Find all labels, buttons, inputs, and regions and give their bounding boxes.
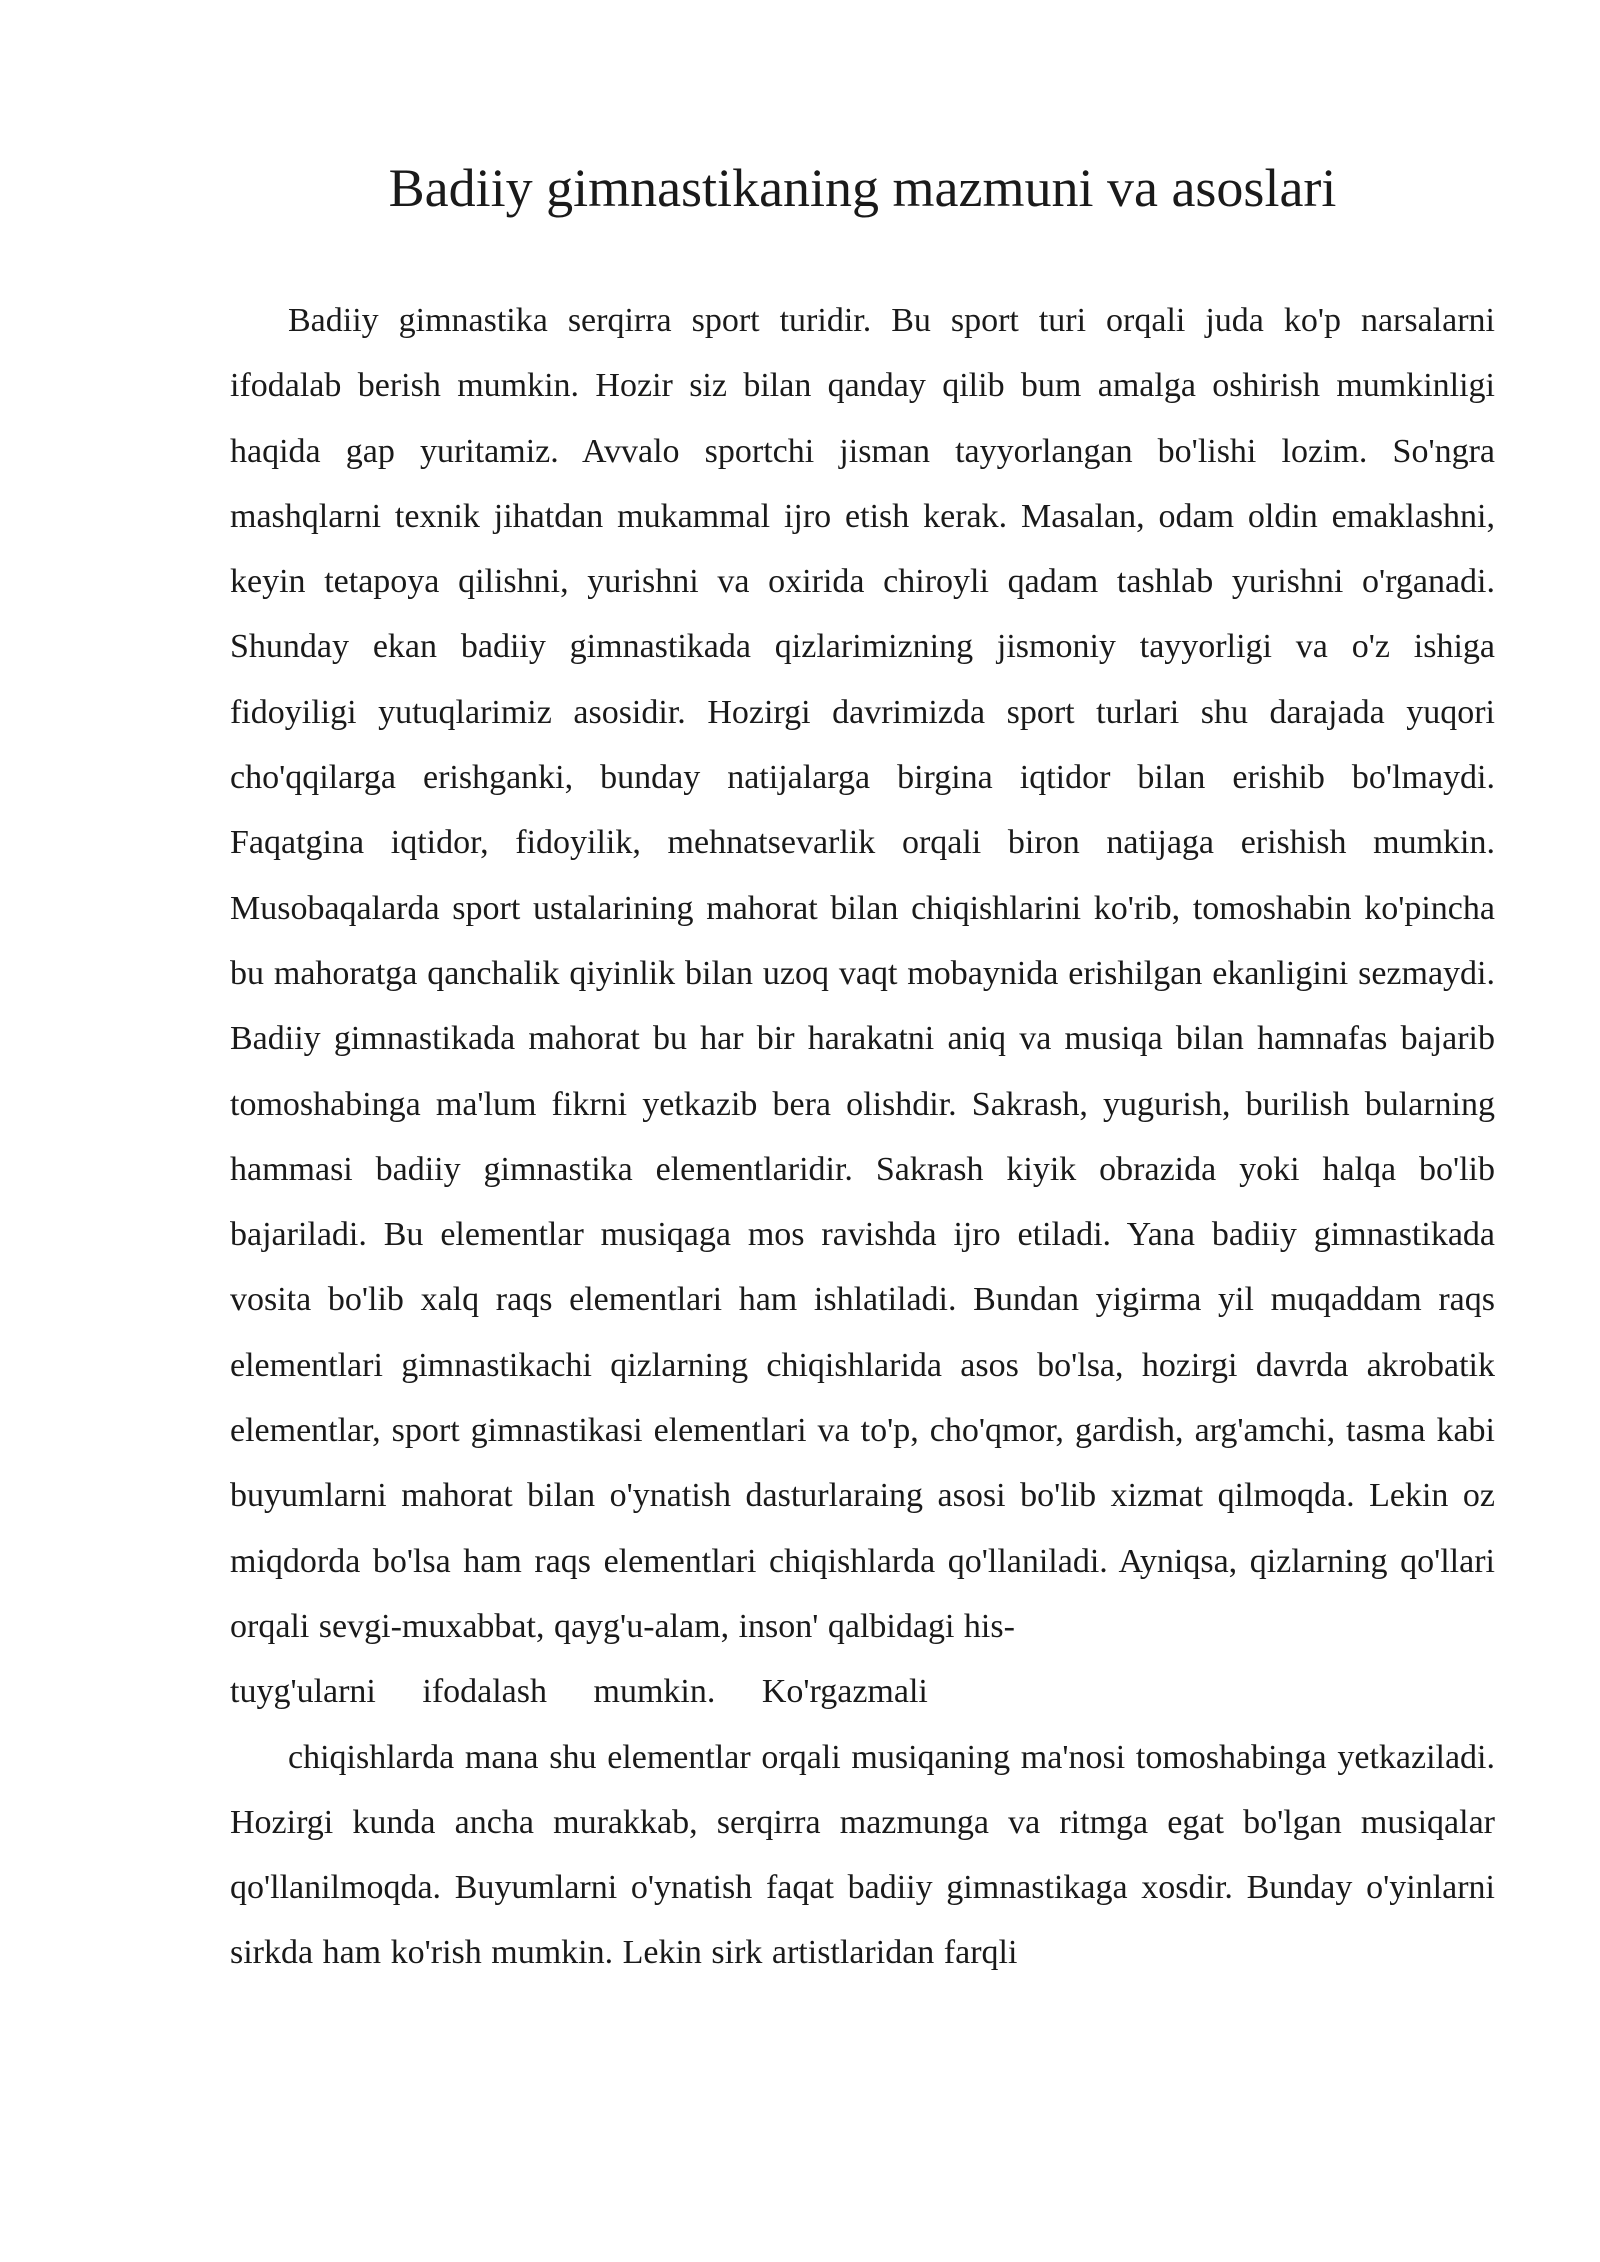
document-body (230, 288, 1495, 1986)
paragraph-1-text: Badiiy gimnastika serqirra sport turidir. Bu sport turi orqali juda ko'p narsalarni ifodalab berish mumkin. Hozir siz bilan qanday qilib bum amalga oshirish mumkinligi haqida gap yuritamiz. Avvalo sportchi jisman tayyorlangan bo'lishi lozim. So'ngra mashqlarni texnik jihatdan mukammal ijro etish kerak. Masalan, odam oldin emaklashni, keyin tetapoya qilishni, yurishni va oxirida chiroyli qadam tashlab yurishni o'rganadi. Shunday ekan badiiy gimnastikada qizlarimizning jismoniy tayyorligi va o'z ishiga fidoyiligi yutuqlarimiz asosidir. Hozirgi davrimizda sport turlari shu darajada yuqori cho'qqilarga erishganki, bunday natijalarga birgina iqtidor bilan erishib bo'lmaydi. Faqatgina iqtidor, fidoyilik, mehnatsevarlik orqali biron natijaga erishish mumkin. Musobaqalarda sport ustalarining mahorat bilan chiqishlarini ko'rib, tomoshabin ko'pincha bu mahoratga qanchalik qiyinlik bilan uzoq vaqt mobaynida erishilgan ekanligini sezmaydi. Badiiy gimnastikada mahorat bu har bir harakatni aniq va musiqa bilan hamnafas bajarib tomoshabinga ma'lum fikrni yetkazib bera olishdir. Sakrash, yugurish, burilish bularning hammasi badiiy gimnastika elementlaridir. Sakrash kiyik obrazida yoki halqa bo'lib bajariladi. Bu elementlar musiqaga mos ravishda ijro etiladi. Yana badiiy gimnastikada vosita bo'lib xalq raqs elementlari ham ishlatiladi. Bundan yigirma yil muqaddam raqs elementlari gimnastikachi qizlarning chiqishlarida asos bo'lsa, hozirgi davrda akrobatik elementlar, sport gimnastikasi elementlari va to'p, cho'qmor, gardish, arg'amchi, tasma kabi buyumlarni mahorat bilan o'ynatish dasturlaraing asosi bo'lib xizmat qilmoqda. Lekin oz miqdorda bo'lsa ham raqs elementlari chiqishlarda qo'llaniladi. Ayniqsa, qizlarning qo'llari orqali sevgi-muxabbat, qayg'u-alam, inson' qalbidagi his- (230, 302, 1495, 1645)
paragraph-2: chiqishlarda mana shu elementlar orqali musiqaning ma'nosi tomoshabinga yetkaziladi. Hozirgi kunda ancha murakkab, serqirra mazmunga va ritmga egat bo'lgan musiqalar qo'llanilmoqda. Buyumlarni o'ynatish faqat badiiy gimnastikaga xosdir. Bunday o'yinlarni sirkda ham ko'rish mumkin. Lekin sirk artistlaridan farqli (230, 1738, 1495, 1972)
paragraph-1 (230, 288, 1495, 1725)
paragraph-1-tail: tuyg'ularni ifodalash mumkin. Ko'rgazmali (230, 1673, 928, 1711)
document-title: Badiiy gimnastikaning mazmuni va asoslari (388, 158, 1337, 218)
